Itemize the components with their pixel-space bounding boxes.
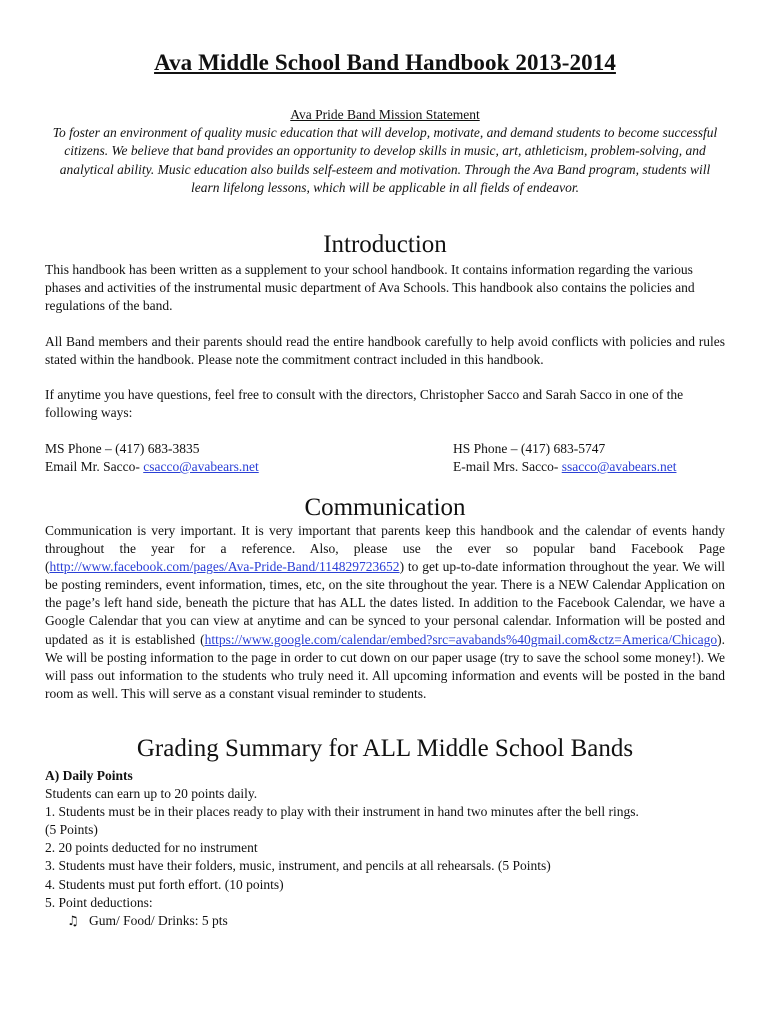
grading-line: Students can earn up to 20 points daily. <box>45 786 258 802</box>
grading-line: 5. Point deductions: <box>45 894 153 910</box>
communication-text-2: ) to get up-to-date information throughout the year. We will be posting reminders, event information, times, etc, on the site throughout the year. There is a NEW Calendar Application on the page’s left hand side, beneath the picture that has ALL the dates listed. In addition to the Facebook Calendar, we have a Google Calendar that you can view at anytime and can be synced to your personal calendar. Information will be posted and updated as it is established ( <box>45 559 725 647</box>
deduction-text: Gum/ Food/ Drinks: 5 pts <box>89 912 228 928</box>
email-mrs-label: E-mail Mrs. Sacco- <box>453 459 562 474</box>
grading-line: 3. Students must have their folders, music, instrument, and pencils at all rehearsals. (5 Points) <box>45 858 551 874</box>
email-mrs-sacco <box>453 458 676 476</box>
communication-heading: Communication <box>304 494 466 521</box>
grading-line: 1. Students must be in their places ready to play with their instrument in hand two minutes after the bell rings. <box>45 804 639 820</box>
grading-line: 4. Students must put forth effort. (10 points) <box>45 876 284 892</box>
facebook-link[interactable]: http://www.facebook.com/pages/Ava-Pride-Band/114829723652 <box>49 559 400 575</box>
introduction-paragraph-1: This handbook has been written as a supplement to your school handbook. It contains information regarding the various phases and activities of the instrumental music department of Ava Schools. This handbook also contains the policies and regulations of the band. <box>45 262 695 314</box>
communication-text-1: Communication is very important. It is very important that parents keep this handbook and the calendar of events handy throughout the year for a reference. Also, please use the ever so popular band Facebook Page ( <box>45 523 725 575</box>
email-mr-sacco <box>45 458 259 476</box>
document-title: Ava Middle School Band Handbook 2013-2014 <box>154 50 616 75</box>
hs-phone: HS Phone – (417) 683-5747 <box>453 441 606 456</box>
google-calendar-link[interactable]: https://www.google.com/calendar/embed?src=avabands%40gmail.com&ctz=America/Chicago <box>204 631 718 647</box>
deduction-bullet <box>45 912 735 931</box>
grading-line: 2. 20 points deducted for no instrument <box>45 840 258 856</box>
ms-phone: MS Phone – (417) 683-3835 <box>45 441 200 456</box>
communication-paragraph <box>45 522 725 703</box>
email-mr-link[interactable]: csacco@avabears.net <box>143 459 259 474</box>
mission-statement: To foster an environment of quality music education that will develop, motivate, and demand students to become successful citizens. We believe that band provides an opportunity to develop skills in music, art, athleticism, problem-solving, and analytical ability. Music education also builds self-esteem and motivation. Through the Ava Band program, students will learn lifelong lessons, which will be applicable in all fields of endeavor. <box>52 125 718 195</box>
grading-summary <box>45 767 735 931</box>
email-mrs-link[interactable]: ssacco@avabears.net <box>561 459 677 474</box>
introduction-paragraph-2: All Band members and their parents should read the entire handbook carefully to help avoid conflicts with policies and rules stated within the handbook. Please note the commitment contract included in this handbook. <box>45 334 725 368</box>
grading-heading: Grading Summary for ALL Middle School Bands <box>136 735 634 762</box>
communication-text-3: ). We will be posting information to the page in order to cut down on our paper usage (try to save the school some money!). We will pass out information to the students who truly need it. All upcoming information and events will be posted in the band room as well. This will serve as a constant visual reminder to students. <box>45 631 725 701</box>
introduction-paragraph-3: If anytime you have questions, feel free to consult with the directors, Christopher Sacco and Sarah Sacco in one of the following ways: <box>45 387 684 421</box>
email-mr-label: Email Mr. Sacco- <box>45 459 144 474</box>
music-note-icon: ♫ <box>67 913 79 929</box>
daily-points-heading: A) Daily Points <box>45 768 133 783</box>
grading-line: (5 Points) <box>45 822 98 838</box>
introduction-heading: Introduction <box>323 231 447 258</box>
mission-heading: Ava Pride Band Mission Statement <box>290 107 480 122</box>
